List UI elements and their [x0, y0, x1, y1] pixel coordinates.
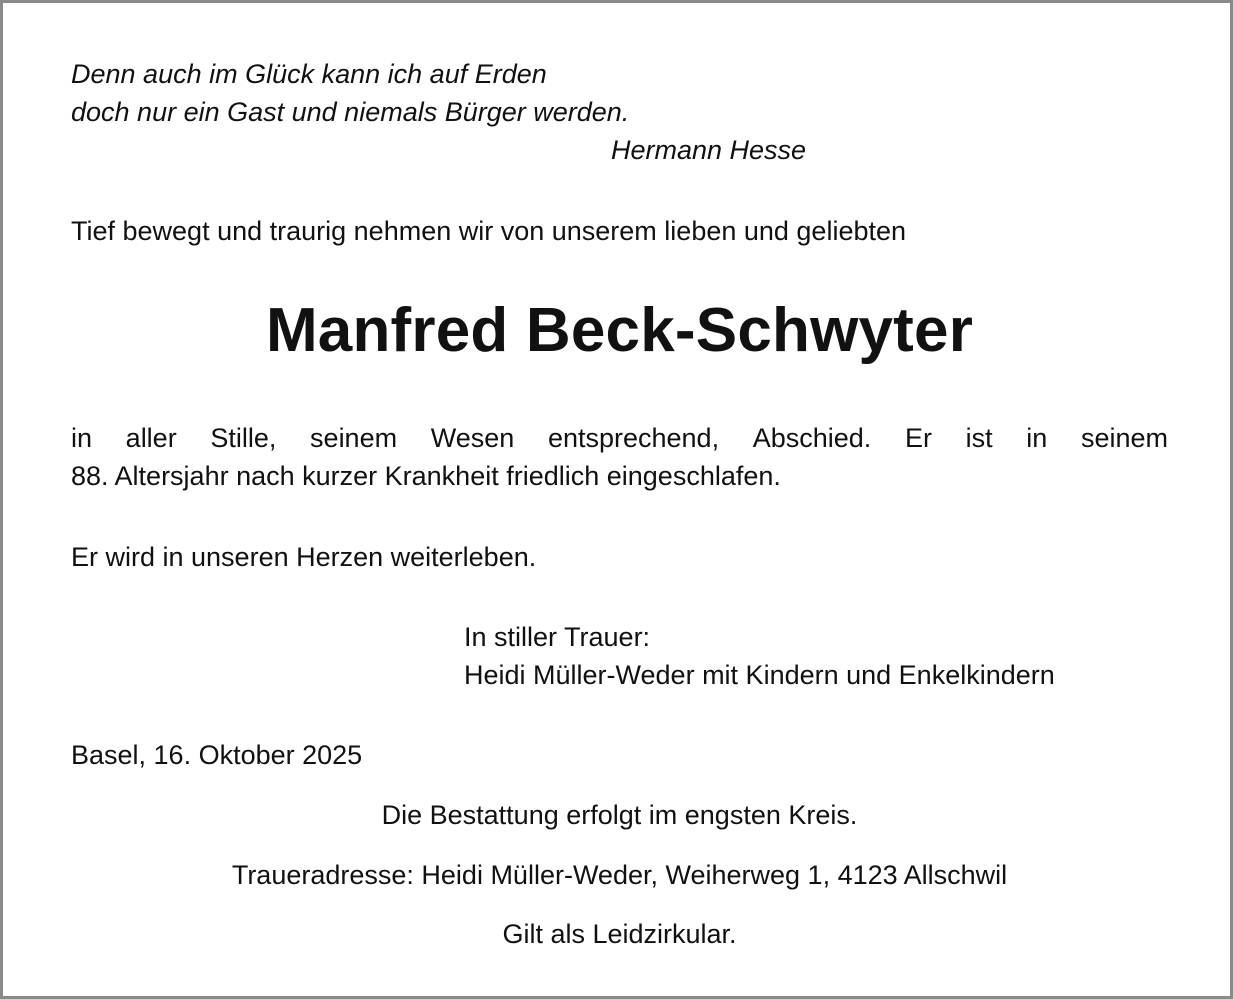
body-word: in	[1026, 423, 1048, 453]
mourning-address: Traueradresse: Heidi Müller-Weder, Weiherweg 1, 4123 Allschwil	[231, 860, 1008, 890]
body-word: seinem	[1080, 423, 1168, 453]
quote-line-1: Denn auch im Glück kann ich auf Erden	[71, 59, 547, 89]
body-word: Er	[904, 423, 932, 453]
body-line-1	[71, 422, 1168, 454]
funeral-note: Die Bestattung erfolgt im engsten Kreis.	[381, 800, 858, 830]
mourners-heading: In stiller Trauer:	[464, 622, 651, 652]
remembrance-text: Er wird in unseren Herzen weiterleben.	[71, 542, 537, 572]
mourners-names: Heidi Müller-Weder mit Kindern und Enkelkindern	[464, 660, 1055, 690]
intro-text: Tief bewegt und traurig nehmen wir von unserem lieben und geliebten	[71, 216, 907, 246]
body-line-2: 88. Altersjahr nach kurzer Krankheit friedlich eingeschlafen.	[71, 461, 781, 491]
quote-author: Hermann Hesse	[611, 135, 807, 165]
quote-line-2: doch nur ein Gast und niemals Bürger werden.	[71, 97, 630, 127]
place-date: Basel, 16. Oktober 2025	[71, 740, 363, 770]
body-word: Stille,	[210, 423, 277, 453]
body-word: Wesen	[430, 423, 515, 453]
body-word: Abschied.	[752, 423, 872, 453]
circular-note: Gilt als Leidzirkular.	[502, 919, 737, 949]
body-word: in	[71, 423, 93, 453]
body-word: ist	[965, 423, 993, 453]
body-word: aller	[125, 423, 177, 453]
body-word: entsprechend,	[547, 423, 720, 453]
body-word: seinem	[310, 423, 398, 453]
deceased-name: Manfred Beck-Schwyter	[265, 296, 974, 365]
